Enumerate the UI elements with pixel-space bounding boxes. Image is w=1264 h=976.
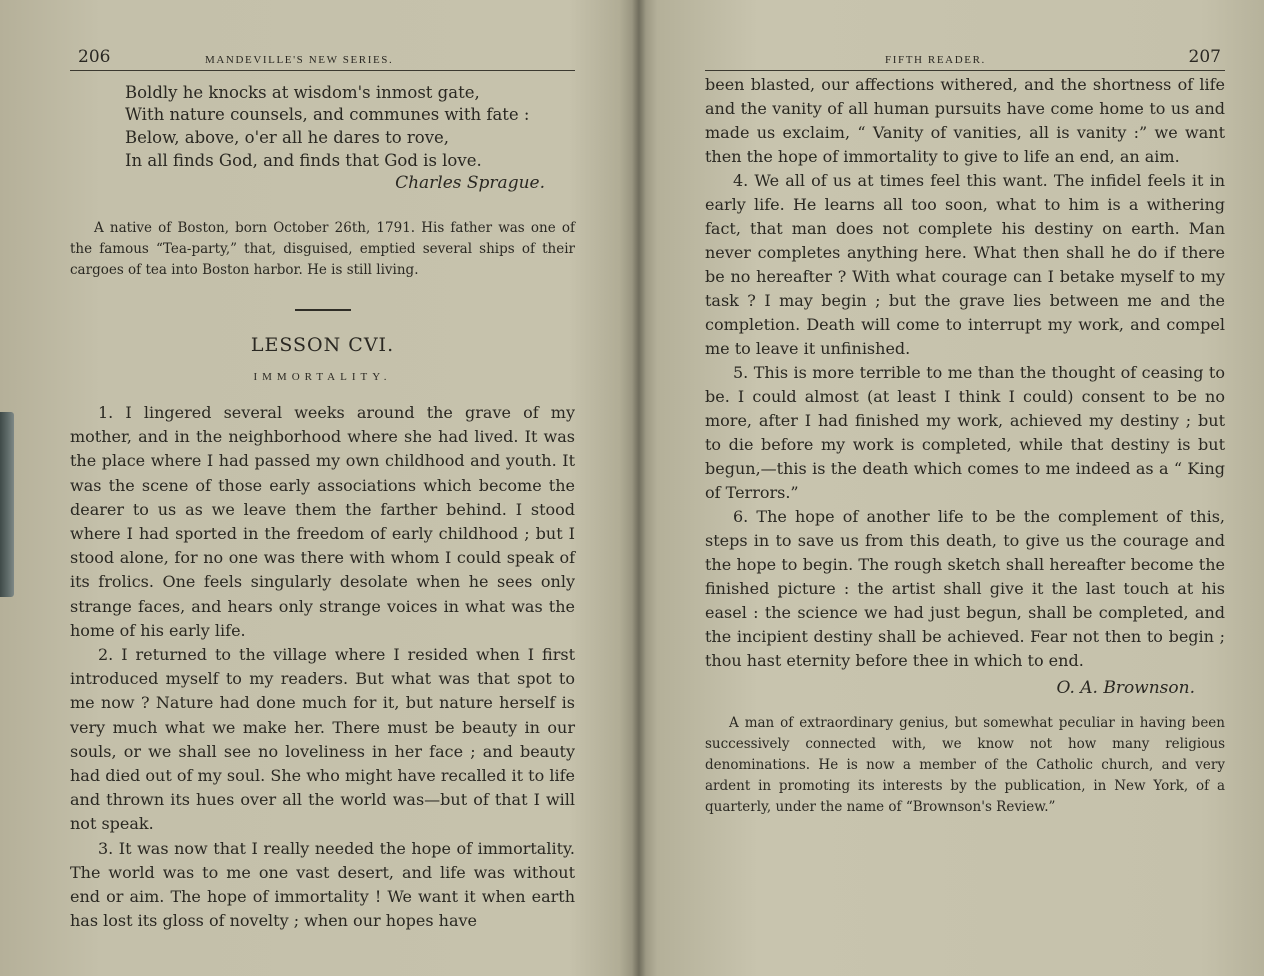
paragraph: 1. I lingered several weeks around the grave of my mother, and in the neighborhood where she had lived. It was the place where I had passed my own childhood and youth. It was the scene of those early associations which become the dearer to us as we leave them the farther behind. I stood where I had sported in the freedom of early childhood ; but I stood alone, for no one was there with whom I could speak of its frolics. One feels singularly desolate when he sees only strange faces, and hears only strange voices in what was the home of his early life. (70, 403, 575, 640)
left-page (70, 0, 575, 976)
lesson-subtitle: IMMORTALITY. (253, 371, 392, 383)
running-head: FIFTH READER. (885, 54, 986, 66)
poem-attribution: Charles Sprague. (395, 173, 545, 193)
paragraph: 4. We all of us at times feel this want. The infidel feels it in early life. He learns all too soon, what to him is a withering fact, that man does not complete his destiny on earth. Man never completes anything here. What then shall he do if there be no hereafter ? With what courage can I betake myself to my task ? I may begin ; but the grave lies between me and the completion. Death will come to interrupt my work, and compel me to leave it unfinished. (705, 171, 1225, 358)
bookmark-tab (0, 412, 14, 597)
author-note: A native of Boston, born October 26th, 1791. His father was one of the famous “Tea-party,” that, disguised, emptied several ships of their cargoes of tea into Boston harbor. He is still living. (70, 220, 575, 278)
poem-line: With nature counsels, and communes with fate : (125, 105, 530, 124)
paragraph: 3. It was now that I really needed the hope of immortality. The world was to me one vast desert, and life was without end or aim. The hope of immortality ! We want it when earth has lost its gloss of novelty ; when our hopes have (70, 838, 575, 931)
section-divider (295, 309, 351, 311)
paragraph: 6. The hope of another life to be the complement of this, steps in to save us from this death, to give us the courage and the hope to begin. The rough sketch shall hereafter become the finished picture : the artist shall give it the last touch at his easel : the science we had just begun, shall be completed, and the incipient destiny shall be achieved. Fear not then to begin ; thou hast eternity before thee in which to end. (705, 507, 1225, 670)
right-page-header (705, 40, 1225, 71)
paragraph-continued: been blasted, our affections withered, and the shortness of life and the vanity of all human pursuits have come home to us and made us exclaim, “ Vanity of vanities, all is vanity :” we want then the hope of immortality to give to life an end, an aim. (705, 75, 1225, 166)
left-page-header (70, 40, 575, 71)
lesson-title: LESSON CVI. (250, 334, 395, 356)
paragraph: 5. This is more terrible to me than the thought of ceasing to be. I could almost (at least I think I could) consent to be no more, after I had finished my work, achieved my destiny ; but to die before my work is completed, while that destiny is but begun,—this is the death which comes to me indeed as a “ King of Terrors.” (705, 363, 1225, 502)
paragraph: 2. I returned to the village where I resided when I first introduced myself to my readers. But what was that spot to me now ? Nature had done much for it, but nature herself is very much what we make her. There must be beauty in our souls, or we shall see no loveliness in her face ; and beauty had died out of my soul. She who might have recalled it to life and thrown its hues over all the world was—but of that I will not speak. (70, 645, 575, 834)
poem-excerpt (125, 81, 575, 194)
page-number: 207 (1188, 47, 1221, 67)
running-head: MANDEVILLE'S NEW SERIES. (205, 54, 394, 66)
right-page (705, 0, 1225, 976)
page-number: 206 (78, 47, 111, 67)
poem-line: In all finds God, and finds that God is love. (125, 151, 482, 170)
poem-line: Boldly he knocks at wisdom's inmost gate, (125, 83, 480, 102)
poem-line: Below, above, o'er all he dares to rove, (125, 128, 450, 147)
book-gutter (632, 0, 646, 976)
author-note: A man of extraordinary genius, but somewhat peculiar in having been successively connected with, we know not how many religious denominations. He is now a member of the Catholic church, and very ardent in promoting its interests by the publication, in New York, of a quarterly, under the name of “Brownson's Review.” (705, 715, 1225, 815)
essay-attribution: O. A. Brownson. (1056, 678, 1195, 698)
